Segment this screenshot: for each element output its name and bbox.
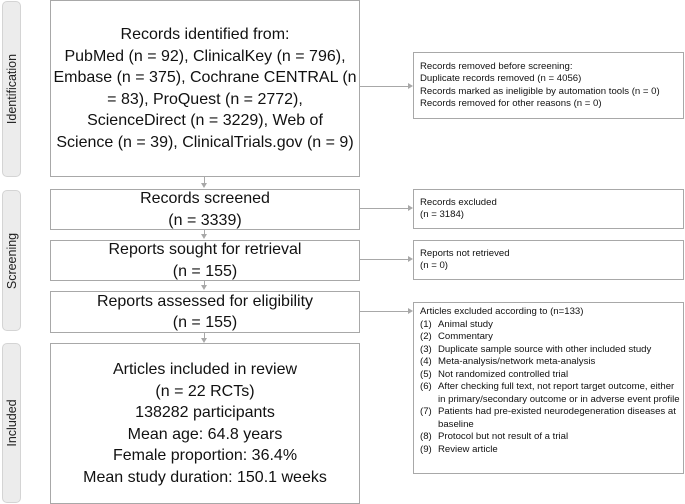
list-item <box>420 381 680 406</box>
item-number: (9) <box>420 443 432 455</box>
box-line: (n = 22 RCTs) <box>155 382 255 400</box>
list-item <box>420 331 680 344</box>
list-item <box>420 319 680 332</box>
list-item <box>420 431 680 444</box>
stage-label: Identification <box>4 53 19 125</box>
box-title: Records removed before screening: <box>420 60 573 72</box>
item-text: Commentary <box>438 331 493 342</box>
box-line: 138282 participants <box>135 404 275 421</box>
item-text: Protocol but not result of a trial <box>438 431 569 442</box>
reports-not-retrieved-box <box>413 240 684 280</box>
box-title: Records screened <box>140 190 270 207</box>
stage-tab-screening <box>2 190 21 331</box>
item-number: (5) <box>420 368 432 380</box>
connector-line <box>360 208 409 209</box>
reports-sought-box <box>50 240 360 281</box>
stage-tab-included <box>2 343 21 503</box>
box-line: Mean study duration: 150.1 weeks <box>83 468 327 486</box>
list-item <box>420 406 680 431</box>
box-line: Female proportion: 36.4% <box>112 447 298 464</box>
box-title: Articles excluded according to (n=133) <box>420 306 584 317</box>
item-text: Duplicate sample source with other included study <box>438 343 652 355</box>
arrow-down-icon <box>201 285 207 290</box>
item-text: Animal study <box>438 318 493 330</box>
box-line: PubMed (n = 92), ClinicalKey (n = 796), <box>64 47 346 65</box>
records-screened-box <box>50 189 360 230</box>
box-count: (n = 3184) <box>420 209 465 220</box>
item-text: Meta-analysis/network meta-analysis <box>438 356 596 367</box>
item-text: Review article <box>438 443 498 455</box>
stage-label: Screening <box>4 232 19 289</box>
item-number: (7) <box>420 406 432 417</box>
records-excluded-box <box>413 189 684 229</box>
item-number: (6) <box>420 381 432 392</box>
connector-line <box>360 311 409 312</box>
exclusion-reasons-list <box>420 319 680 457</box>
item-number: (1) <box>420 318 432 330</box>
item-number: (2) <box>420 331 432 342</box>
articles-included-box <box>50 343 360 504</box>
box-line: Science (n = 39), ClinicalTrials.gov (n = 9) <box>56 133 354 151</box>
box-title: Reports sought for retrieval <box>108 241 302 258</box>
records-identified-box <box>50 0 360 177</box>
item-number: (8) <box>420 431 432 442</box>
records-removed-box <box>413 52 684 119</box>
box-title: Records excluded <box>420 196 497 208</box>
box-line: Duplicate records removed (n = 4056) <box>420 73 582 84</box>
box-count: (n = 155) <box>172 262 238 280</box>
list-item <box>420 344 680 357</box>
box-line: Mean age: 64.8 years <box>127 425 283 443</box>
box-title: Articles included in review <box>112 361 298 378</box>
box-count: (n = 3339) <box>168 211 242 229</box>
box-line: Records removed for other reasons (n = 0) <box>420 98 602 109</box>
box-count: (n = 155) <box>172 314 238 331</box>
connector-line <box>360 86 409 87</box>
item-number: (3) <box>420 343 432 355</box>
list-item <box>420 444 680 457</box>
box-count: (n = 0) <box>420 260 448 271</box>
list-item <box>420 356 680 369</box>
box-line: Embase (n = 375), Cochrane CENTRAL (n <box>53 69 357 86</box>
reports-assessed-box <box>50 291 360 333</box>
stage-label: Included <box>4 399 19 447</box>
box-title: Records identified from: <box>120 26 290 43</box>
arrow-right-icon <box>408 83 413 89</box>
box-title: Reports assessed for eligibility <box>96 292 314 310</box>
box-line: = 83), ProQuest (n = 2772), <box>107 90 303 108</box>
stage-tab-identification <box>2 1 21 177</box>
articles-excluded-box <box>413 302 684 474</box>
item-text: After checking full text, not report target outcome, either in primary/secondary outcome or in adverse event profile <box>438 381 680 405</box>
item-text: Not randomized controlled trial <box>438 368 569 380</box>
box-line: Records marked as ineligible by automation tools (n = 0) <box>420 85 660 97</box>
box-title: Reports not retrieved <box>420 247 510 259</box>
item-text: Patients had pre-existed neurodegeneration diseases at baseline <box>438 406 676 430</box>
connector-line <box>360 259 409 260</box>
list-item <box>420 369 680 382</box>
box-line: ScienceDirect (n = 3229), Web of <box>87 112 323 129</box>
item-number: (4) <box>420 356 432 367</box>
